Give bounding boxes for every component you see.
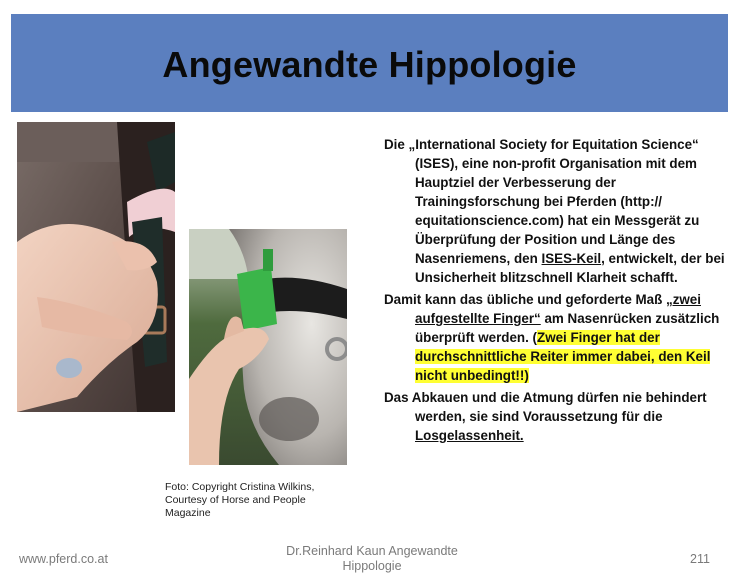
body-text bbox=[384, 135, 734, 448]
horse-noseband-ises-taper-photo bbox=[189, 229, 347, 465]
footer-author bbox=[262, 544, 482, 574]
hand-bridle-noseband-photo bbox=[17, 122, 175, 412]
losgelassenheit-underlined: Losgelassenheit. bbox=[415, 428, 524, 443]
footer-author-line-1: Dr.Reinhard Kaun Angewandte bbox=[286, 544, 458, 558]
p3-text-a: Das Abkauen und die Atmung dürfen nie behindert werden, sie sind Voraussetzung für die bbox=[384, 390, 707, 424]
caption-line-3: Magazine bbox=[165, 507, 211, 519]
highlighted-note: Zwei Finger hat der durchschnittliche Reiter immer dabei, den Keil nicht unbedingt!!) bbox=[415, 330, 711, 383]
paragraph-two-fingers bbox=[384, 290, 734, 385]
paragraph-ises bbox=[384, 135, 734, 287]
p2-text-a: Damit kann das übliche und geforderte Maß bbox=[384, 292, 666, 307]
footer-website: www.pferd.co.at bbox=[19, 552, 108, 566]
paragraph-breathing bbox=[384, 388, 734, 445]
ises-keil-link[interactable]: ISES-Keil bbox=[541, 251, 602, 266]
caption-line-2: Courtesy of Horse and People bbox=[165, 494, 306, 506]
page-number: 211 bbox=[690, 552, 710, 566]
photo-caption bbox=[165, 481, 355, 520]
caption-line-1: Foto: Copyright Cristina Wilkins, bbox=[165, 481, 315, 493]
footer-author-line-2: Hippologie bbox=[342, 559, 402, 573]
slide-title: Angewandte Hippologie bbox=[162, 44, 577, 85]
p1-text-a: Die „International Society for Equitation Science“ (ISES), eine non-profit Organisation mit dem Hauptziel der Verbesserung der Trainingsforschung bei Pferden (http:// equitationscience.com) hat ein Messgerät zu Überprüfung der Position und Länge des Nasenriemens, den bbox=[384, 137, 700, 266]
two-fingers-underlined: „zwei aufgestellte Finger“ bbox=[415, 292, 701, 326]
p1-text-b: , entwickelt, der bei Unsicherheit blitzschnell Klarheit schafft. bbox=[415, 251, 725, 285]
p2-text-b: am Nasenrücken zusätzlich überprüft werden. ( bbox=[415, 311, 720, 345]
title-banner bbox=[11, 14, 728, 112]
